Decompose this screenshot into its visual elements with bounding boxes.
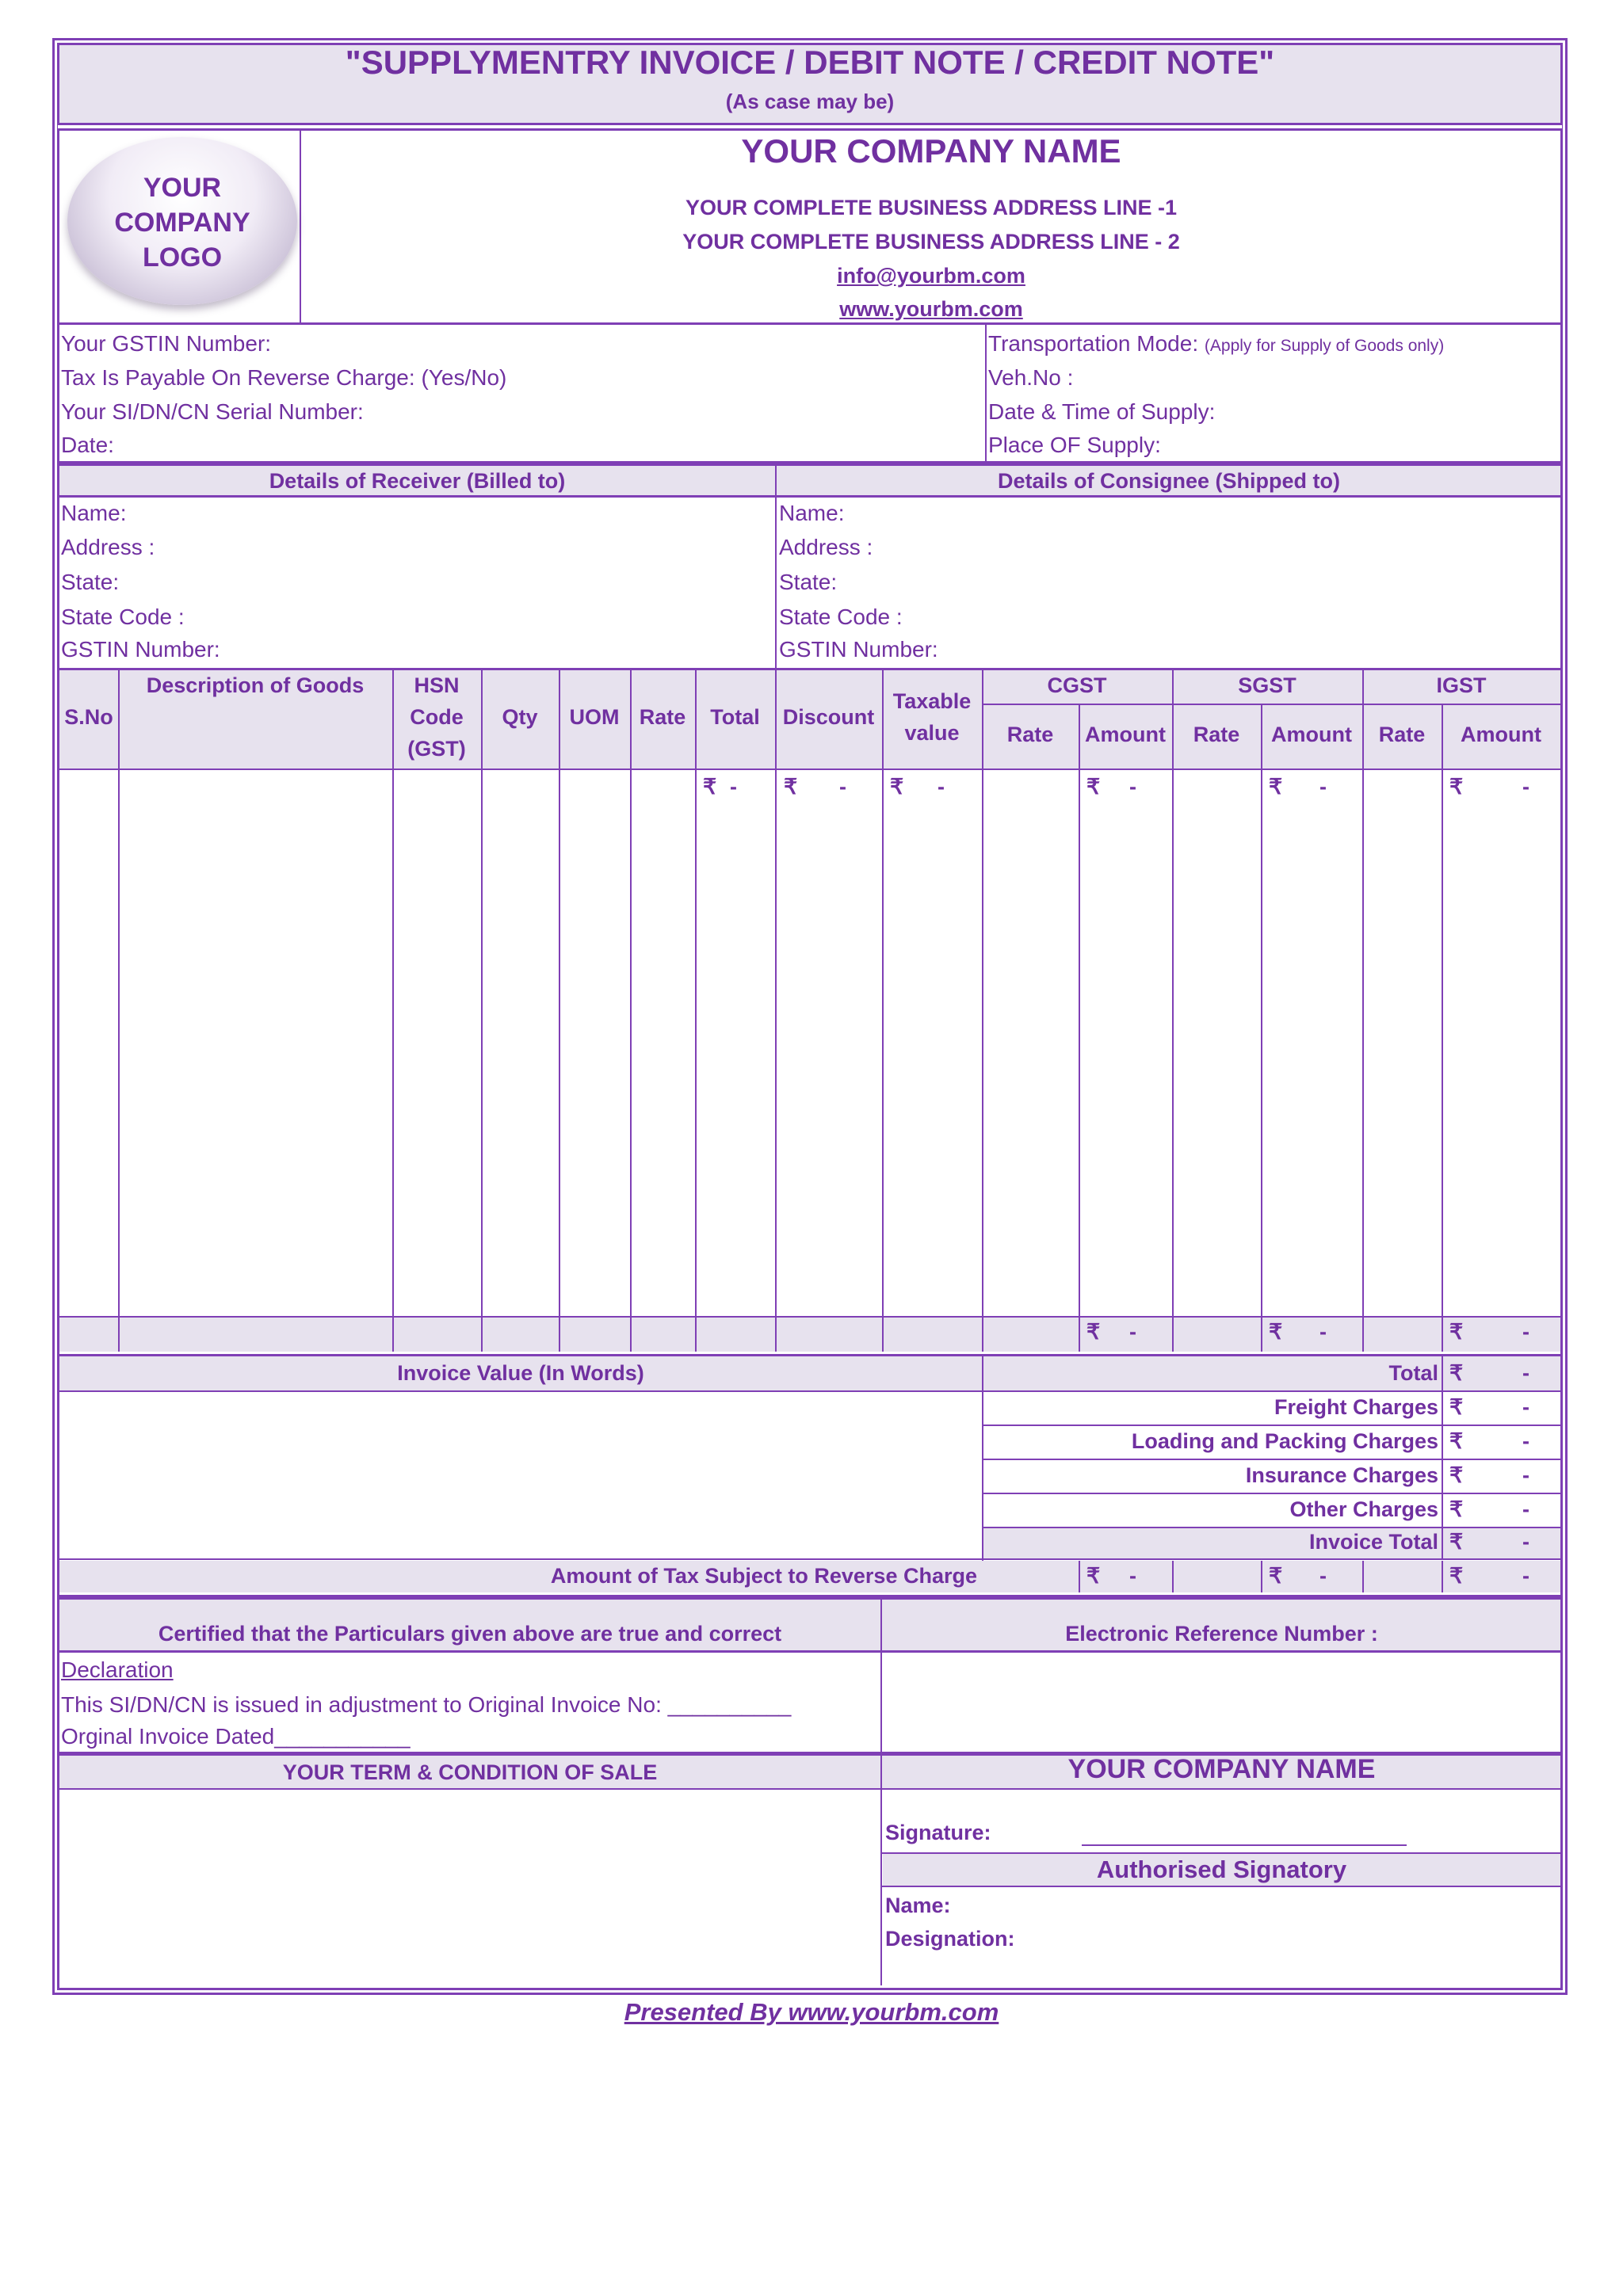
place-of-supply-label: Place OF Supply: (988, 433, 1161, 457)
col-sno: S.No (64, 705, 113, 729)
reverse-cgst-dash: - (1129, 1564, 1136, 1588)
row-igst-dash: - (1522, 775, 1529, 799)
col-taxable-line2: value (904, 721, 960, 745)
declaration-line-1: This SI/DN/CN is issued in adjustment to Original Invoice No: __________ (61, 1692, 792, 1717)
terms-heading: YOUR TERM & CONDITION OF SALE (282, 1760, 658, 1784)
reverse-igst-dash: - (1522, 1564, 1529, 1588)
col-hsn-line3: (GST) (407, 737, 466, 761)
col-qty: Qty (502, 705, 538, 729)
consignee-heading: Details of Consignee (Shipped to) (997, 469, 1340, 493)
terms-signature-section (57, 1754, 1563, 1990)
freight-currency: ₹ (1449, 1395, 1464, 1419)
title-block (57, 43, 1563, 125)
col-igst-amount: Amount (1461, 723, 1541, 746)
company-header (57, 128, 1563, 325)
transport-mode-text: Transportation Mode: (988, 331, 1199, 356)
receiver-name-label: Name: (61, 501, 127, 525)
freight-label: Freight Charges (1274, 1395, 1438, 1419)
authorised-signatory-label: Authorised Signatory (1096, 1855, 1347, 1883)
consignee-state-code-label: State Code : (779, 605, 903, 629)
col-cgst-amount: Amount (1085, 723, 1166, 746)
serial-number-label: Your SI/DN/CN Serial Number: (61, 399, 364, 424)
row-cgst-currency: ₹ (1086, 775, 1101, 799)
loading-label: Loading and Packing Charges (1131, 1429, 1438, 1453)
subtotal-igst-dash: - (1522, 1320, 1529, 1344)
document-title: "SUPPLYMENTRY INVOICE / DEBIT NOTE / CREDIT NOTE" (345, 44, 1275, 81)
col-uom: UOM (569, 705, 620, 729)
receiver-heading: Details of Receiver (Billed to) (269, 469, 566, 493)
subtotal-igst-currency: ₹ (1449, 1320, 1464, 1344)
loading-dash: - (1522, 1429, 1529, 1453)
supply-datetime-label: Date & Time of Supply: (988, 399, 1216, 424)
invoice-words-heading: Invoice Value (In Words) (397, 1361, 644, 1385)
signatory-name-label: Name: (885, 1894, 951, 1917)
totals-section (57, 1356, 1563, 1597)
col-rate: Rate (639, 705, 686, 729)
logo-line-2: COMPANY (114, 208, 250, 238)
col-total: Total (710, 705, 760, 729)
col-cgst: CGST (1047, 673, 1107, 697)
other-currency: ₹ (1449, 1497, 1464, 1521)
signatory-designation-label: Designation: (885, 1927, 1015, 1951)
receiver-state-code-label: State Code : (61, 605, 185, 629)
signature-company-name: YOUR COMPANY NAME (1067, 1754, 1376, 1784)
row-total-dash: - (730, 775, 737, 799)
signature-label: Signature: (885, 1821, 991, 1844)
row-total-currency: ₹ (703, 775, 717, 799)
receiver-state-label: State: (61, 570, 120, 594)
invoice-info (57, 325, 1563, 463)
row-sgst-currency: ₹ (1269, 775, 1283, 799)
consignee-address-label: Address : (779, 535, 873, 559)
declaration-row (57, 1653, 1563, 1754)
receiver-address-label: Address : (61, 535, 155, 559)
loading-currency: ₹ (1449, 1429, 1464, 1453)
transport-mode-label (988, 331, 1444, 357)
insurance-label: Insurance Charges (1245, 1463, 1438, 1487)
table-subtotal-row (59, 1316, 1560, 1352)
vehicle-number-label: Veh.No : (988, 365, 1074, 390)
row-taxable-currency: ₹ (890, 775, 904, 799)
logo-line-1: YOUR (143, 173, 222, 203)
col-discount: Discount (782, 705, 875, 729)
total-currency: ₹ (1449, 1361, 1464, 1385)
reverse-igst-currency: ₹ (1449, 1564, 1464, 1588)
signature-line[interactable] (1082, 1844, 1407, 1846)
company-logo (67, 137, 297, 305)
reverse-sgst-dash: - (1319, 1564, 1327, 1588)
consignee-state-label: State: (779, 570, 838, 594)
col-taxable-line1: Taxable (892, 689, 972, 713)
col-sgst: SGST (1238, 673, 1296, 697)
subtotal-cgst-currency: ₹ (1086, 1320, 1101, 1344)
electronic-reference-label: Electronic Reference Number : (1065, 1622, 1378, 1646)
row-sgst-dash: - (1319, 775, 1327, 799)
receiver-gstin-label: GSTIN Number: (61, 637, 220, 662)
total-label: Total (1388, 1361, 1438, 1385)
subtotal-sgst-currency: ₹ (1269, 1320, 1283, 1344)
col-description: Description of Goods (146, 673, 365, 697)
other-label: Other Charges (1289, 1497, 1438, 1521)
total-dash: - (1522, 1361, 1529, 1385)
certify-row (57, 1597, 1563, 1653)
transport-mode-note: (Apply for Supply of Goods only) (1204, 337, 1445, 355)
logo-line-3: LOGO (142, 242, 223, 273)
party-headings (57, 463, 1563, 498)
row-discount-currency: ₹ (784, 775, 798, 799)
col-cgst-rate: Rate (1006, 723, 1054, 746)
gstin-label: Your GSTIN Number: (61, 331, 272, 356)
insurance-currency: ₹ (1449, 1463, 1464, 1487)
company-address-1: YOUR COMPLETE BUSINESS ADDRESS LINE -1 (685, 196, 1178, 219)
consignee-name-label: Name: (779, 501, 845, 525)
date-label: Date: (61, 433, 114, 457)
row-taxable-dash: - (938, 775, 945, 799)
company-name: YOUR COMPANY NAME (741, 132, 1121, 170)
other-dash: - (1522, 1497, 1529, 1521)
reverse-sgst-currency: ₹ (1269, 1564, 1283, 1588)
subtotal-cgst-dash: - (1129, 1320, 1136, 1344)
invoice-total-dash: - (1522, 1530, 1529, 1554)
document-subtitle: (As case may be) (725, 90, 895, 113)
col-igst: IGST (1436, 673, 1487, 697)
party-details (57, 498, 1563, 670)
col-sgst-rate: Rate (1193, 723, 1240, 746)
footer-presented-by-link[interactable]: Presented By www.yourbm.com (624, 1998, 999, 2026)
col-hsn-line1: HSN (414, 673, 460, 697)
consignee-gstin-label: GSTIN Number: (779, 637, 938, 662)
row-discount-dash: - (839, 775, 846, 799)
col-igst-rate: Rate (1378, 723, 1426, 746)
col-hsn-line2: Code (410, 705, 464, 729)
row-igst-currency: ₹ (1449, 775, 1464, 799)
certify-text: Certified that the Particulars given above are true and correct (158, 1622, 782, 1646)
freight-dash: - (1522, 1395, 1529, 1419)
items-table (57, 670, 1563, 1356)
company-address-2: YOUR COMPLETE BUSINESS ADDRESS LINE - 2 (682, 230, 1180, 254)
insurance-dash: - (1522, 1463, 1529, 1487)
reverse-charge-label: Tax Is Payable On Reverse Charge: (Yes/No) (61, 365, 507, 390)
declaration-heading: Declaration (61, 1657, 174, 1682)
reverse-cgst-currency: ₹ (1086, 1564, 1101, 1588)
invoice-total-currency: ₹ (1449, 1530, 1464, 1554)
subtotal-sgst-dash: - (1319, 1320, 1327, 1344)
row-cgst-dash: - (1129, 775, 1136, 799)
reverse-tax-label: Amount of Tax Subject to Reverse Charge (550, 1564, 977, 1588)
invoice-total-label: Invoice Total (1308, 1530, 1438, 1554)
company-website-link[interactable]: www.yourbm.com (839, 297, 1023, 321)
col-sgst-amount: Amount (1271, 723, 1352, 746)
company-email-link[interactable]: info@yourbm.com (837, 264, 1025, 288)
declaration-line-2: Orginal Invoice Dated___________ (61, 1724, 411, 1749)
